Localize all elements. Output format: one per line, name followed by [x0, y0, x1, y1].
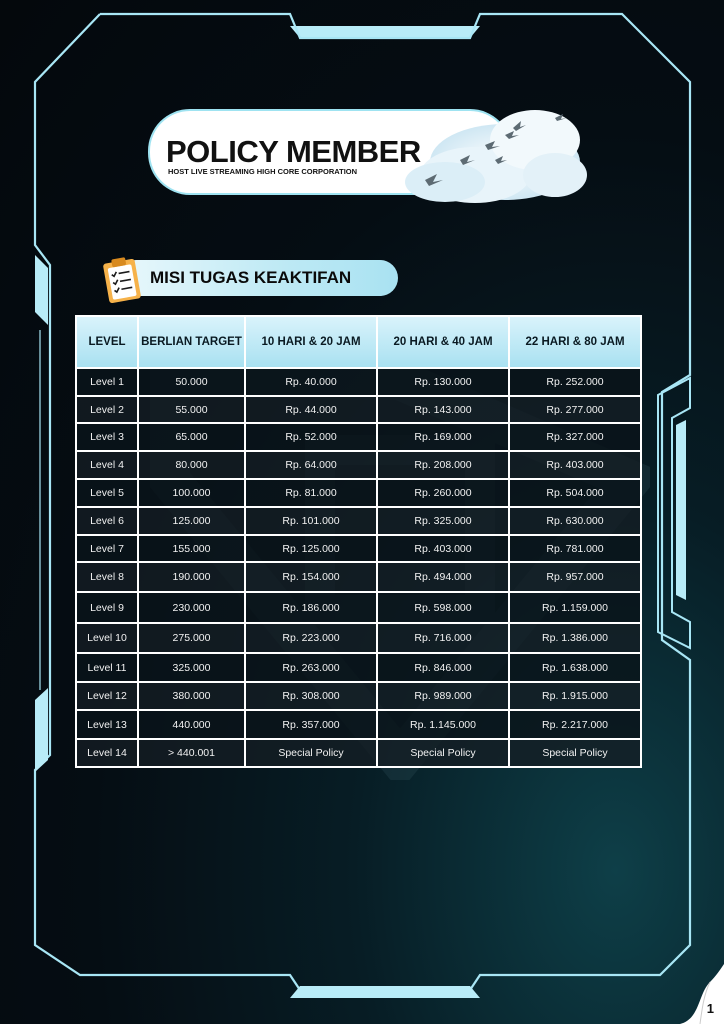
table-cell: Rp. 357.000 [245, 710, 377, 739]
table-row [76, 592, 641, 623]
table-cell: Rp. 40.000 [245, 368, 377, 396]
table-cell: Rp. 101.000 [245, 507, 377, 535]
cloud-birds-icon [385, 100, 595, 215]
table-row [76, 535, 641, 562]
table-cell: Rp. 630.000 [509, 507, 641, 535]
table-cell: > 440.001 [138, 739, 245, 767]
table-cell: Rp. 716.000 [377, 623, 509, 653]
table-cell: Special Policy [245, 739, 377, 767]
table-cell: 50.000 [138, 368, 245, 396]
table-row [76, 562, 641, 592]
table-row [76, 682, 641, 710]
table-cell: Rp. 64.000 [245, 451, 377, 479]
page-curl [680, 964, 724, 1024]
section-title: MISI TUGAS KEAKTIFAN [150, 268, 352, 287]
table-cell: Rp. 143.000 [377, 396, 509, 423]
table-cell: 100.000 [138, 479, 245, 507]
table-cell: Level 14 [76, 739, 138, 767]
table-row [76, 623, 641, 653]
table-row [76, 396, 641, 423]
table-cell: Level 11 [76, 653, 138, 682]
table-cell: Rp. 1.159.000 [509, 592, 641, 623]
table-cell: 275.000 [138, 623, 245, 653]
table-cell: Level 10 [76, 623, 138, 653]
table-cell: Rp. 208.000 [377, 451, 509, 479]
table-cell: Rp. 81.000 [245, 479, 377, 507]
table-row [76, 710, 641, 739]
table-cell: Rp. 2.217.000 [509, 710, 641, 739]
table-cell: Rp. 327.000 [509, 423, 641, 451]
page-number: 1 [706, 1001, 714, 1016]
table-cell: Rp. 277.000 [509, 396, 641, 423]
table-cell: Rp. 169.000 [377, 423, 509, 451]
table-row [76, 653, 641, 682]
table-cell: Rp. 403.000 [509, 451, 641, 479]
table-cell: Level 9 [76, 592, 138, 623]
table-cell: Rp. 52.000 [245, 423, 377, 451]
table-cell: Rp. 1.145.000 [377, 710, 509, 739]
table-cell: 325.000 [138, 653, 245, 682]
table-row [76, 479, 641, 507]
table-row [76, 451, 641, 479]
table-cell: Level 6 [76, 507, 138, 535]
table-cell: 190.000 [138, 562, 245, 592]
table-cell: 80.000 [138, 451, 245, 479]
table-cell: Rp. 154.000 [245, 562, 377, 592]
table-cell: Rp. 260.000 [377, 479, 509, 507]
table-cell: Rp. 44.000 [245, 396, 377, 423]
header-berlian-target: BERLIAN TARGET [138, 316, 245, 368]
level-table [75, 315, 642, 768]
table-cell: Level 5 [76, 479, 138, 507]
table-cell: Rp. 598.000 [377, 592, 509, 623]
table-cell: Rp. 957.000 [509, 562, 641, 592]
table-cell: Rp. 263.000 [245, 653, 377, 682]
table-cell: 65.000 [138, 423, 245, 451]
table-cell: 55.000 [138, 396, 245, 423]
header-level: LEVEL [76, 316, 138, 368]
table-row [76, 507, 641, 535]
table-cell: Level 1 [76, 368, 138, 396]
table-row [76, 368, 641, 396]
table-cell: Level 7 [76, 535, 138, 562]
table-cell: Level 13 [76, 710, 138, 739]
table-body [76, 368, 641, 767]
header-10-hari: 10 HARI & 20 JAM [245, 316, 377, 368]
table-cell: Rp. 186.000 [245, 592, 377, 623]
table-cell: Rp. 494.000 [377, 562, 509, 592]
table-cell: Rp. 403.000 [377, 535, 509, 562]
table-cell: Rp. 1.638.000 [509, 653, 641, 682]
clipboard-checklist-icon [100, 255, 146, 303]
table-row [76, 423, 641, 451]
table-cell: 440.000 [138, 710, 245, 739]
page-title: POLICY MEMBER [166, 134, 421, 169]
table-cell: Rp. 504.000 [509, 479, 641, 507]
page-subtitle: HOST LIVE STREAMING HIGH CORE CORPORATION [168, 167, 358, 176]
table-cell: Level 8 [76, 562, 138, 592]
table-cell: Level 3 [76, 423, 138, 451]
table-cell: Special Policy [509, 739, 641, 767]
table-cell: Level 12 [76, 682, 138, 710]
table-row [76, 739, 641, 767]
table-header-row [76, 316, 641, 368]
table-cell: Rp. 130.000 [377, 368, 509, 396]
table-cell: Rp. 125.000 [245, 535, 377, 562]
table-cell: Rp. 223.000 [245, 623, 377, 653]
table-cell: 155.000 [138, 535, 245, 562]
table-cell: 125.000 [138, 507, 245, 535]
table-cell: Rp. 846.000 [377, 653, 509, 682]
table-cell: 230.000 [138, 592, 245, 623]
table-cell: Level 2 [76, 396, 138, 423]
table-cell: Rp. 989.000 [377, 682, 509, 710]
table-cell: Level 4 [76, 451, 138, 479]
header-22-hari: 22 HARI & 80 JAM [509, 316, 641, 368]
table-cell: Rp. 781.000 [509, 535, 641, 562]
table-cell: Rp. 308.000 [245, 682, 377, 710]
header-20-hari: 20 HARI & 40 JAM [377, 316, 509, 368]
table-cell: Rp. 325.000 [377, 507, 509, 535]
table-cell: Rp. 252.000 [509, 368, 641, 396]
table-cell: Rp. 1.915.000 [509, 682, 641, 710]
table-cell: Rp. 1.386.000 [509, 623, 641, 653]
table-cell: 380.000 [138, 682, 245, 710]
table-cell: Special Policy [377, 739, 509, 767]
